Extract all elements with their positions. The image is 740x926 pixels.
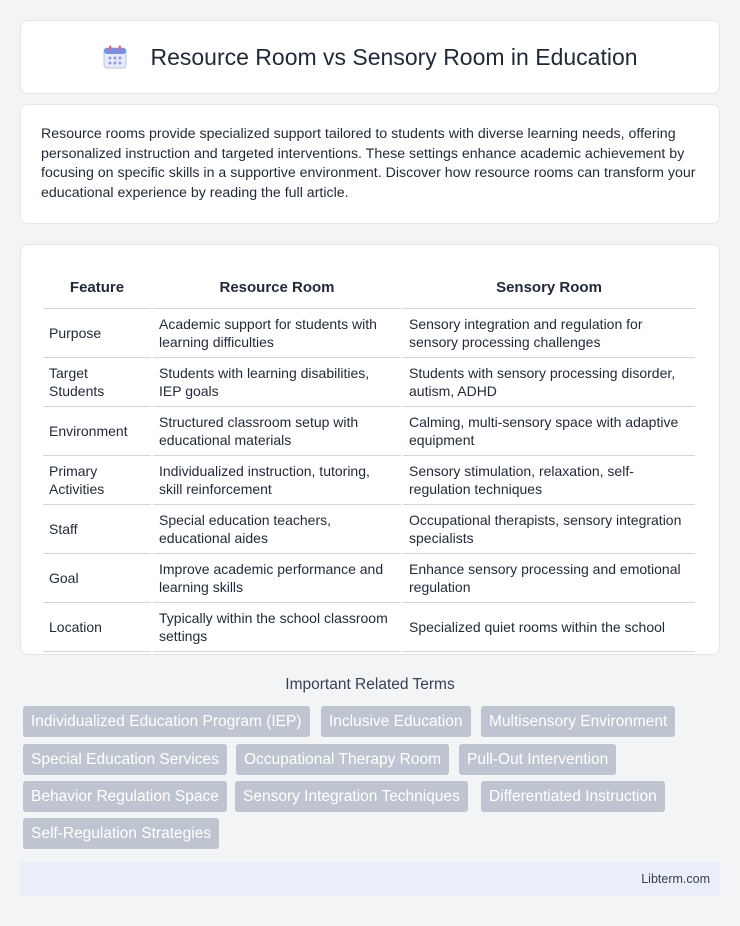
sensory-room-cell: Students with sensory processing disorder, autism, ADHD [403, 358, 695, 407]
feature-cell: Goal [43, 554, 151, 603]
resource-room-cell: Special education teachers, educational aides [153, 505, 401, 554]
footer [20, 862, 720, 896]
feature-cell: Staff [43, 505, 151, 554]
table-row [43, 505, 695, 554]
feature-cell: Primary Activities [43, 456, 151, 505]
feature-cell: Location [43, 603, 151, 652]
resource-room-cell: Individualized instruction, tutoring, skill reinforcement [153, 456, 401, 505]
resource-room-cell: Improve academic performance and learning skills [153, 554, 401, 603]
related-term-tag[interactable]: Special Education Services [23, 744, 227, 775]
title-card [20, 20, 720, 94]
sensory-room-cell: Sensory stimulation, relaxation, self-regulation techniques [403, 456, 695, 505]
sensory-room-cell: Sensory integration and regulation for sensory processing challenges [403, 309, 695, 358]
feature-cell: Environment [43, 407, 151, 456]
related-term-tag[interactable]: Behavior Regulation Space [23, 781, 227, 812]
sensory-room-cell: Occupational therapists, sensory integration specialists [403, 505, 695, 554]
comparison-table [41, 265, 697, 652]
intro-text: Resource rooms provide specialized support tailored to students with diverse learning needs, offering personalized instruction and targeted interventions. These settings enhance academic achievement by focusing on specific skills in a supportive environment. Discover how resource rooms can transform your educational experience by reading the full article. [41, 126, 696, 201]
sensory-room-cell: Enhance sensory processing and emotional regulation [403, 554, 695, 603]
comparison-table-card [20, 244, 720, 655]
resource-room-cell: Students with learning disabilities, IEP goals [153, 358, 401, 407]
table-row [43, 309, 695, 358]
feature-cell: Purpose [43, 309, 151, 358]
calendar-icon [102, 44, 128, 70]
related-term-tag[interactable]: Sensory Integration Techniques [235, 781, 468, 812]
table-row [43, 358, 695, 407]
resource-room-cell: Academic support for students with learning difficulties [153, 309, 401, 358]
table-row [43, 456, 695, 505]
column-header-resource-room: Resource Room [153, 265, 401, 309]
related-term-tag[interactable]: Occupational Therapy Room [236, 744, 449, 775]
intro-card [20, 104, 720, 224]
related-term-tag[interactable]: Multisensory Environment [481, 706, 675, 737]
resource-room-cell: Structured classroom setup with educational materials [153, 407, 401, 456]
related-term-tag[interactable]: Inclusive Education [321, 706, 471, 737]
page-title: Resource Room vs Sensory Room in Education [150, 43, 638, 70]
table-row [43, 554, 695, 603]
related-term-tag[interactable]: Self-Regulation Strategies [23, 818, 219, 849]
column-header-sensory-room: Sensory Room [403, 265, 695, 309]
table-header-row [43, 265, 695, 309]
table-row [43, 603, 695, 652]
table-row [43, 407, 695, 456]
feature-cell: Target Students [43, 358, 151, 407]
related-term-tag[interactable]: Differentiated Instruction [481, 781, 665, 812]
sensory-room-cell: Calming, multi-sensory space with adaptive equipment [403, 407, 695, 456]
related-term-tag[interactable]: Pull-Out Intervention [459, 744, 616, 775]
related-term-tag[interactable]: Individualized Education Program (IEP) [23, 706, 310, 737]
column-header-feature: Feature [43, 265, 151, 309]
footer-site-link[interactable]: Libterm.com [641, 872, 710, 886]
sensory-room-cell: Specialized quiet rooms within the school [403, 603, 695, 652]
related-terms-title: Important Related Terms [285, 676, 455, 693]
resource-room-cell: Typically within the school classroom settings [153, 603, 401, 652]
